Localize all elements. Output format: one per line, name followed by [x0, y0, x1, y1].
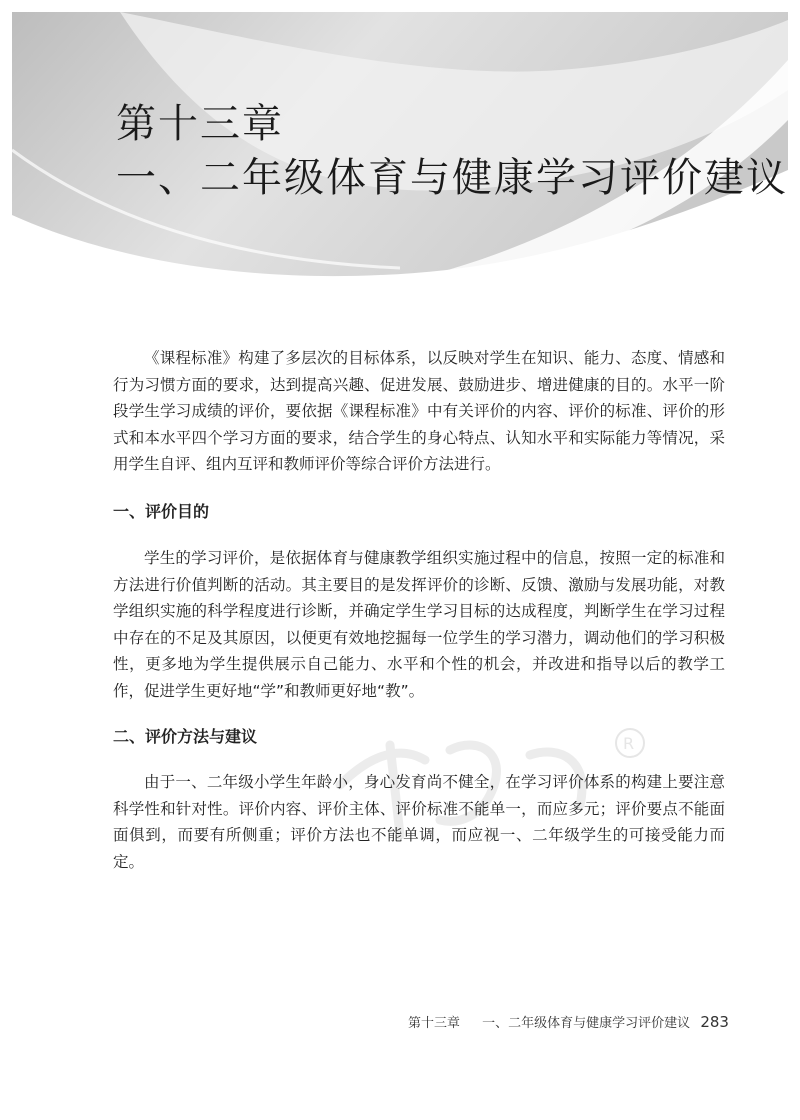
chapter-number: 第十三章	[116, 101, 284, 147]
section-heading-purpose: 一、评价目的	[113, 502, 210, 521]
page-number: 283	[700, 1013, 729, 1031]
section-body-methods: 由于一、二年级小学生年龄小，身心发育尚不健全，在学习评价体系的构建上要注意科学性和针对性。评价内容、评价主体、评价标准不能单一，而应多元；评价要点不能面面俱到，而要有所侧重；评价方法也不能单调，而应视一、二年级学生的可接受能力而定。	[113, 773, 725, 871]
svg-text:R: R	[623, 734, 635, 753]
footer-title: 一、二年级体育与健康学习评价建议	[482, 1016, 691, 1031]
section-body-purpose: 学生的学习评价，是依据体育与健康教学组织实施过程中的信息，按照一定的标准和方法进行价值判断的活动。其主要目的是发挥评价的诊断、反馈、激励与发展功能，对教学组织实施的科学程度进行诊断，并确定学生学习目标的达成程度，判断学生在学习过程中存在的不足及其原因，以便更有效地挖掘每一位学生的学习潜力，调动他们的学习积极性，更多地为学生提供展示自己能力、水平和个性的机会，并改进和指导以后的教学工作，促进学生更好地“学”和教师更好地“教”。	[113, 549, 725, 700]
section-heading-methods: 二、评价方法与建议	[113, 727, 258, 746]
page-footer	[408, 1012, 729, 1031]
chapter-title: 一、二年级体育与健康学习评价建议	[116, 155, 788, 201]
intro-paragraph: 《课程标准》构建了多层次的目标体系，以反映对学生在知识、能力、态度、情感和行为习惯方面的要求，达到提高兴趣、促进发展、鼓励进步、增进健康的目的。水平一阶段学生学习成绩的评价，要依据《课程标准》中有关评价的内容、评价的标准、评价的形式和本水平四个学习方面的要求，结合学生的身心特点、认知水平和实际能力等情况，采用学生自评、组内互评和教师评价等综合评价方法进行。	[113, 349, 725, 473]
footer-chapter: 第十三章	[408, 1016, 461, 1031]
